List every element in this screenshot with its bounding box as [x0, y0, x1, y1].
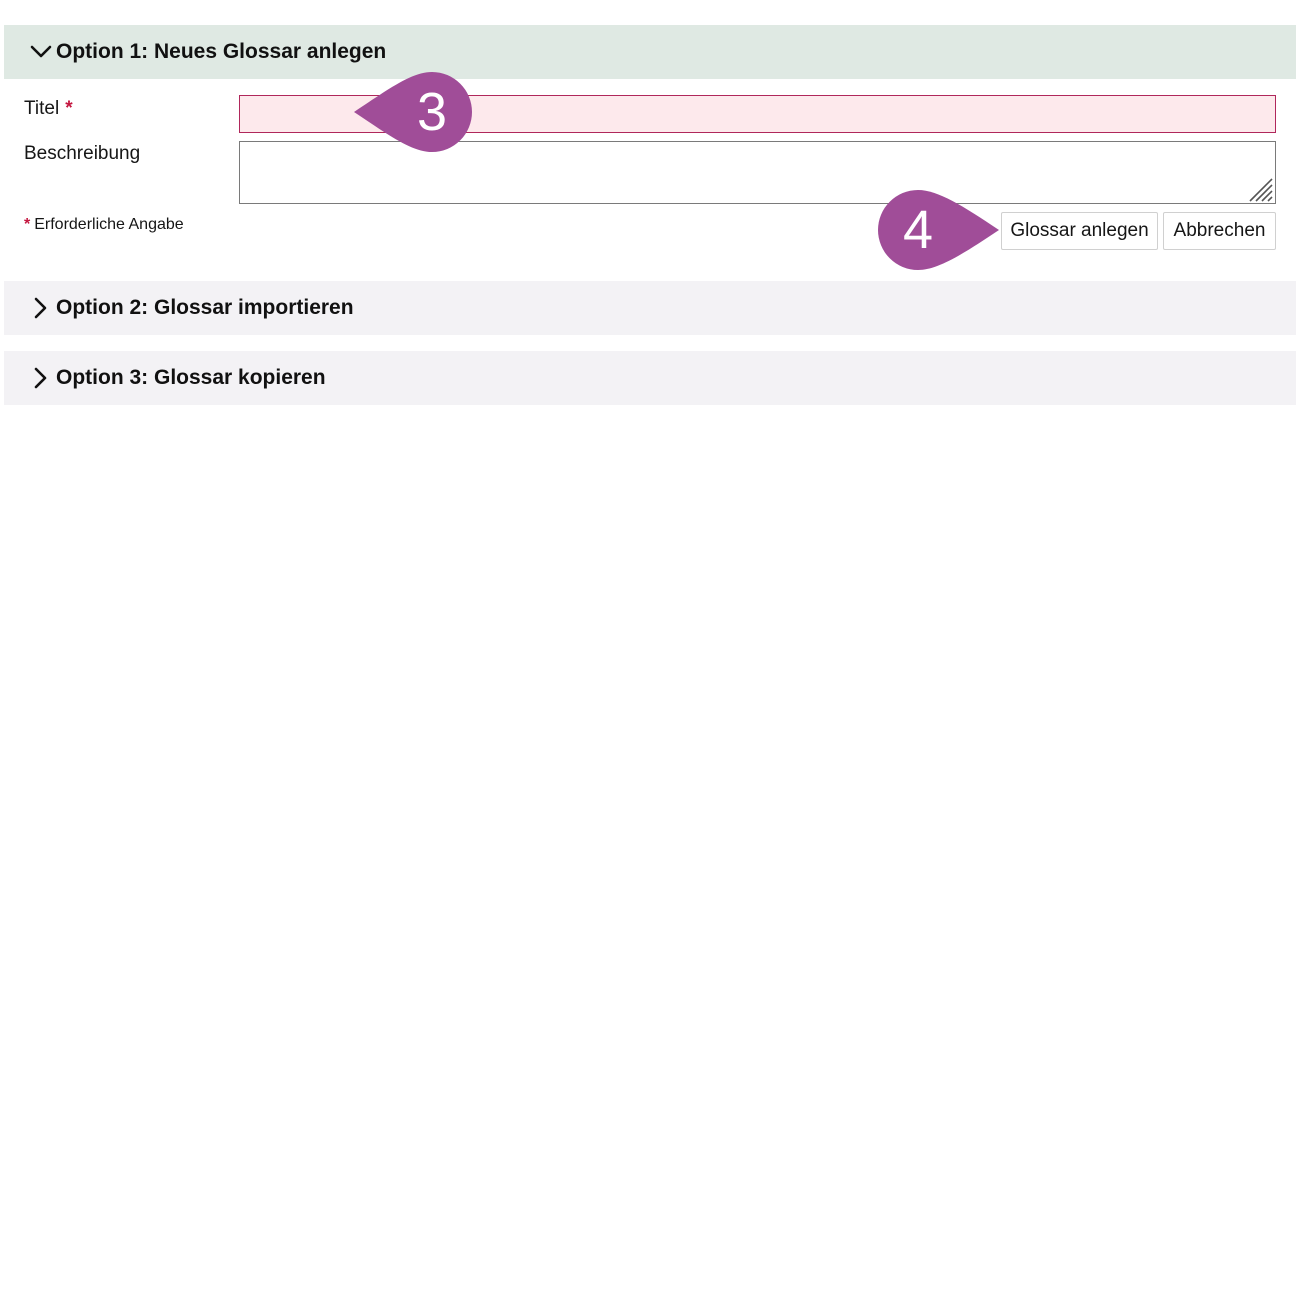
chevron-right-icon — [28, 295, 54, 321]
panel-title: Option 1: Neues Glossar anlegen — [56, 40, 387, 63]
step-callout-3 — [352, 66, 484, 158]
title-label — [24, 98, 73, 120]
description-label: Beschreibung — [24, 143, 141, 164]
required-marker: * — [24, 216, 31, 233]
required-note-text: Erforderliche Angabe — [34, 216, 184, 233]
callout-number: 3 — [416, 82, 448, 142]
callout-number: 4 — [902, 200, 934, 260]
panel-header-copy-glossary[interactable] — [4, 351, 1296, 405]
panel-header-new-glossary[interactable] — [4, 25, 1296, 79]
cancel-button[interactable]: Abbrechen — [1163, 212, 1276, 250]
required-marker: * — [65, 98, 73, 119]
chevron-right-icon — [28, 365, 54, 391]
panel-title: Option 2: Glossar importieren — [56, 296, 354, 319]
required-note — [24, 216, 184, 234]
create-glossary-button[interactable]: Glossar anlegen — [1001, 212, 1158, 250]
chevron-down-icon — [28, 39, 54, 65]
panel-header-import-glossary[interactable] — [4, 281, 1296, 335]
panel-title: Option 3: Glossar kopieren — [56, 366, 326, 389]
title-label-text: Titel — [24, 98, 60, 119]
step-callout-4 — [871, 184, 1003, 276]
resize-handle-icon[interactable] — [1246, 175, 1274, 203]
